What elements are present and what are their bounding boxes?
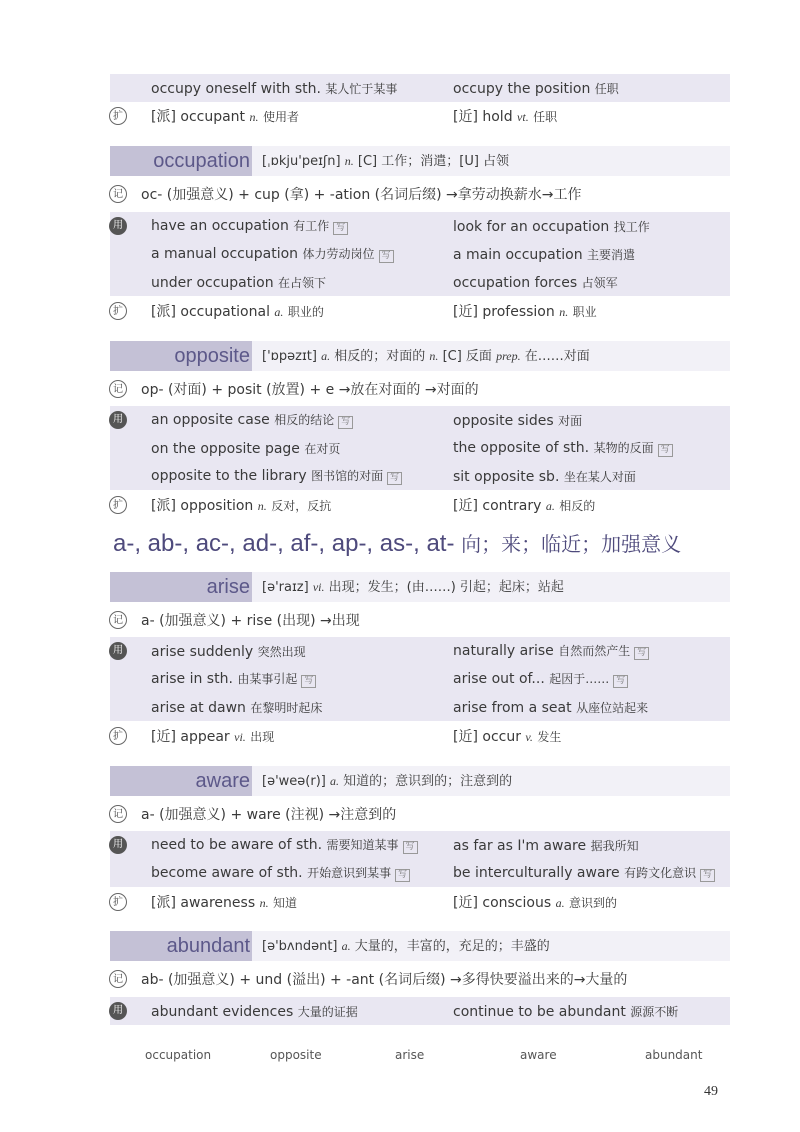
text-segment bbox=[453, 670, 628, 688]
definition bbox=[262, 146, 509, 177]
usage-row bbox=[110, 212, 730, 240]
text-segment: [ə'raɪz] bbox=[262, 580, 309, 595]
text-segment: [近] appear bbox=[151, 729, 230, 745]
text-segment bbox=[151, 864, 410, 882]
etymology: ab- (加强意义) + und (溢出) + -ant (名词后缀) →多得快要溢出来的→大量的 bbox=[141, 972, 628, 988]
extension-row bbox=[110, 297, 730, 325]
extend-icon: 扩 bbox=[109, 107, 127, 125]
derivative: [派] occupant bbox=[151, 109, 246, 125]
text-segment: 职业 bbox=[572, 305, 597, 319]
text-segment: a. bbox=[341, 939, 351, 953]
writing-tag: 写 bbox=[395, 869, 410, 882]
text-segment: 某物的反面 bbox=[593, 441, 654, 455]
text-segment: [派] opposition bbox=[151, 498, 254, 514]
text-segment bbox=[453, 274, 618, 291]
etymology: op- (对面) + posit (放置) + e →放在对面的 →对面的 bbox=[141, 382, 479, 398]
text-segment: 大量的，丰富的，充足的；丰盛的 bbox=[354, 939, 550, 954]
text-segment: look for an occupation bbox=[453, 218, 610, 235]
usage-row bbox=[110, 74, 730, 102]
text-segment: 知道的；意识到的；注意到的 bbox=[343, 774, 513, 789]
text-segment bbox=[151, 699, 322, 716]
extend-icon: 扩 bbox=[109, 496, 127, 514]
text-segment: [ˌɒkju'peɪʃn] bbox=[262, 154, 341, 169]
definition bbox=[262, 572, 564, 603]
text-segment: a-, ab-, ac-, ad-, af-, ap-, as-, at- bbox=[113, 530, 455, 557]
text-segment: 坐在某人对面 bbox=[563, 469, 636, 484]
footer-word: arise bbox=[395, 1048, 425, 1062]
extend-icon: 扩 bbox=[109, 302, 127, 320]
text-segment bbox=[151, 643, 306, 660]
text-segment bbox=[453, 246, 635, 263]
entry-header-arise bbox=[110, 572, 730, 602]
writing-tag: 写 bbox=[379, 250, 394, 263]
text-segment: a. bbox=[321, 349, 331, 363]
text-segment bbox=[151, 836, 418, 854]
text-segment: 主要消遣 bbox=[587, 247, 636, 262]
text-segment bbox=[453, 106, 557, 126]
text-segment: 有跨文化意识 bbox=[624, 866, 697, 880]
text-segment: vi. bbox=[312, 580, 325, 594]
text-segment: continue to be abundant bbox=[453, 1003, 626, 1020]
extension-row bbox=[110, 102, 730, 130]
headword: arise bbox=[206, 576, 250, 598]
text-segment bbox=[151, 440, 340, 457]
text-segment: 体力劳动岗位 bbox=[302, 247, 375, 261]
writing-tag: 写 bbox=[634, 647, 649, 660]
footer-word: aware bbox=[520, 1048, 557, 1062]
text-segment bbox=[151, 274, 326, 291]
text-segment: 相反的 bbox=[559, 499, 596, 513]
text-segment: 源源不断 bbox=[630, 1004, 679, 1019]
text-segment: ['ɒpəzɪt] bbox=[262, 349, 317, 364]
text-segment: an opposite case bbox=[151, 412, 270, 428]
text-segment: need to be aware of sth. bbox=[151, 837, 323, 853]
text-segment: under occupation bbox=[151, 274, 274, 291]
text-segment: 相反的；对面的 bbox=[334, 349, 426, 364]
text-segment bbox=[151, 1003, 358, 1020]
usage-row bbox=[110, 997, 730, 1025]
text-segment: a main occupation bbox=[453, 246, 583, 263]
text-segment: arise from a seat bbox=[453, 699, 572, 716]
definition bbox=[262, 341, 590, 372]
memo-icon: 记 bbox=[109, 611, 127, 629]
usage-row bbox=[110, 240, 730, 268]
text-segment: abundant evidences bbox=[151, 1003, 294, 1020]
text-segment: 在对页 bbox=[304, 441, 341, 456]
text-segment bbox=[151, 80, 397, 97]
text-segment: [近] contrary bbox=[453, 498, 542, 514]
headword: aware bbox=[195, 770, 250, 792]
writing-tag: 写 bbox=[700, 869, 715, 882]
text-segment: opposite sides bbox=[453, 412, 554, 429]
entry-header-occupation bbox=[110, 146, 730, 176]
text-segment: become aware of sth. bbox=[151, 865, 303, 881]
text-segment: [派] occupational bbox=[151, 304, 270, 320]
text-segment bbox=[453, 1003, 678, 1020]
text-segment bbox=[151, 495, 331, 515]
text-segment: 意识到的 bbox=[569, 896, 618, 910]
text-segment: vi. bbox=[234, 730, 246, 744]
text-segment bbox=[453, 726, 561, 746]
usage-row bbox=[110, 693, 730, 721]
usage-row bbox=[110, 406, 730, 434]
text-segment: have an occupation bbox=[151, 218, 289, 234]
memo-row bbox=[110, 375, 730, 403]
entry-header-opposite bbox=[110, 341, 730, 371]
memo-icon: 记 bbox=[109, 970, 127, 988]
text-segment: a. bbox=[274, 305, 284, 319]
headword: opposite bbox=[174, 345, 250, 367]
text-segment: 在……对面 bbox=[524, 349, 590, 364]
text-segment bbox=[453, 864, 715, 882]
usage-row bbox=[110, 268, 730, 296]
text-segment: 找工作 bbox=[613, 219, 650, 234]
text-segment bbox=[453, 699, 648, 716]
text-segment: n. bbox=[429, 349, 439, 363]
text-segment: 有工作 bbox=[293, 219, 330, 233]
text-segment: arise in sth. bbox=[151, 671, 233, 687]
usage-row bbox=[110, 665, 730, 693]
text-segment: arise suddenly bbox=[151, 643, 254, 660]
text-segment bbox=[453, 468, 636, 485]
text-segment: 出现 bbox=[250, 730, 275, 744]
writing-tag: 写 bbox=[333, 222, 348, 235]
text-segment: 反对，反抗 bbox=[271, 499, 332, 513]
text-segment: [近] profession bbox=[453, 304, 555, 320]
prefix-heading bbox=[113, 528, 681, 558]
text-segment: 图书馆的对面 bbox=[311, 469, 384, 483]
text-segment bbox=[453, 837, 639, 854]
usage-row bbox=[110, 859, 730, 887]
text-segment: prep. bbox=[496, 349, 521, 363]
definition bbox=[262, 766, 512, 797]
footer-word-index bbox=[110, 1046, 730, 1068]
headword: abundant bbox=[166, 935, 250, 957]
usage-row bbox=[110, 434, 730, 462]
text-segment: [ə'bʌndənt] bbox=[262, 939, 338, 954]
text-segment: 起因于…… bbox=[549, 672, 610, 686]
text-segment bbox=[151, 467, 402, 485]
footer-word: opposite bbox=[270, 1048, 322, 1062]
text-segment: 职业的 bbox=[287, 305, 324, 319]
text-segment: 大量的证据 bbox=[297, 1004, 358, 1019]
usage-icon: 用 bbox=[109, 411, 127, 429]
text-segment: naturally arise bbox=[453, 643, 554, 659]
text-segment: a. bbox=[555, 896, 565, 910]
text-segment: [C] 反面 bbox=[442, 349, 492, 364]
text-segment: 据我所知 bbox=[590, 838, 639, 853]
usage-row bbox=[110, 831, 730, 859]
writing-tag: 写 bbox=[301, 675, 316, 688]
memo-icon: 记 bbox=[109, 185, 127, 203]
memo-row bbox=[110, 800, 730, 828]
extension-row bbox=[110, 491, 730, 519]
text-segment: 向；来；临近；加强意义 bbox=[461, 532, 682, 556]
usage-icon: 用 bbox=[109, 642, 127, 660]
etymology: a- (加强意义) + rise (出现) →出现 bbox=[141, 613, 360, 629]
memo-icon: 记 bbox=[109, 805, 127, 823]
text-segment: [C] 工作；消遣；[U] 占领 bbox=[357, 154, 510, 169]
writing-tag: 写 bbox=[338, 416, 353, 429]
phrase: occupy the position bbox=[453, 80, 591, 97]
definition bbox=[262, 931, 550, 962]
text-segment: 开始意识到某事 bbox=[307, 866, 392, 880]
text-segment bbox=[151, 411, 353, 429]
writing-tag: 写 bbox=[387, 472, 402, 485]
footer-word: occupation bbox=[145, 1048, 212, 1062]
phrase: occupy oneself with sth. bbox=[151, 80, 321, 97]
text-segment: 从座位站起来 bbox=[576, 700, 649, 715]
text-segment bbox=[453, 412, 582, 429]
text-segment: n. bbox=[344, 154, 354, 168]
text-segment: 出现；发生；(由……) 引起；起床；站起 bbox=[328, 580, 564, 595]
text-segment bbox=[453, 301, 597, 321]
text-segment bbox=[151, 217, 348, 235]
text-segment: 使用者 bbox=[262, 110, 299, 124]
text-segment: sit opposite sb. bbox=[453, 468, 560, 485]
memo-row bbox=[110, 606, 730, 634]
text-segment: n. bbox=[259, 896, 269, 910]
text-segment: as far as I'm aware bbox=[453, 837, 587, 854]
writing-tag: 写 bbox=[403, 841, 418, 854]
text-segment bbox=[151, 301, 324, 321]
memo-row bbox=[110, 180, 730, 208]
text-segment: arise at dawn bbox=[151, 699, 246, 716]
text-segment bbox=[453, 495, 595, 515]
memo-icon: 记 bbox=[109, 380, 127, 398]
usage-row bbox=[110, 637, 730, 665]
text-segment: [近] occur bbox=[453, 729, 521, 745]
text-segment: 任职 bbox=[533, 110, 558, 124]
memo-row bbox=[110, 965, 730, 993]
text-segment: 相反的结论 bbox=[274, 413, 335, 427]
extend-icon: 扩 bbox=[109, 893, 127, 911]
text-segment: 在占领下 bbox=[278, 275, 327, 290]
entry-header-aware bbox=[110, 766, 730, 796]
text-segment: n. bbox=[559, 305, 569, 319]
extend-icon: 扩 bbox=[109, 727, 127, 745]
text-segment bbox=[453, 439, 673, 457]
phrase-translation: 任职 bbox=[594, 81, 619, 96]
text-segment: opposite to the library bbox=[151, 468, 307, 484]
etymology: a- (加强意义) + ware (注视) →注意到的 bbox=[141, 807, 397, 823]
text-segment: 自然而然产生 bbox=[558, 644, 631, 658]
extension-row bbox=[110, 888, 730, 916]
writing-tag: 写 bbox=[658, 444, 673, 457]
text-segment: a. bbox=[329, 774, 339, 788]
page-number: 49 bbox=[704, 1084, 718, 1099]
text-segment: v. bbox=[525, 730, 533, 744]
text-segment: 突然出现 bbox=[257, 644, 306, 659]
synonym: [近] hold bbox=[453, 109, 513, 125]
text-segment: n. bbox=[257, 499, 267, 513]
text-segment bbox=[453, 80, 619, 97]
usage-icon: 用 bbox=[109, 836, 127, 854]
text-segment: vt. bbox=[517, 110, 529, 124]
extension-row bbox=[110, 722, 730, 750]
text-segment: n. bbox=[249, 110, 259, 124]
usage-icon: 用 bbox=[109, 217, 127, 235]
text-segment bbox=[151, 892, 297, 912]
text-segment: [近] conscious bbox=[453, 895, 552, 911]
etymology: oc- (加强意义) + cup (拿) + -ation (名词后缀) →拿劳动换薪水→工作 bbox=[141, 187, 582, 203]
usage-icon: 用 bbox=[109, 1002, 127, 1020]
text-segment: [ə'weə(r)] bbox=[262, 774, 326, 789]
writing-tag: 写 bbox=[613, 675, 628, 688]
text-segment bbox=[151, 106, 299, 126]
text-segment bbox=[453, 218, 650, 235]
headword: occupation bbox=[153, 150, 250, 172]
text-segment: be interculturally aware bbox=[453, 865, 620, 881]
text-segment: 在黎明时起床 bbox=[250, 700, 323, 715]
text-segment: 由某事引起 bbox=[237, 672, 298, 686]
text-segment bbox=[453, 892, 617, 912]
text-segment: the opposite of sth. bbox=[453, 440, 590, 456]
text-segment bbox=[151, 245, 394, 263]
text-segment: 占领军 bbox=[581, 275, 618, 290]
text-segment: 知道 bbox=[273, 896, 298, 910]
entry-header-abundant bbox=[110, 931, 730, 961]
text-segment bbox=[151, 670, 316, 688]
phrase-translation: 某人忙于某事 bbox=[325, 81, 398, 96]
text-segment: occupation forces bbox=[453, 274, 578, 291]
usage-row bbox=[110, 462, 730, 490]
text-segment bbox=[151, 726, 274, 746]
footer-word: abundant bbox=[645, 1048, 703, 1062]
text-segment bbox=[453, 642, 649, 660]
text-segment: on the opposite page bbox=[151, 440, 300, 457]
text-segment: a manual occupation bbox=[151, 246, 299, 262]
text-segment: [派] awareness bbox=[151, 895, 256, 911]
text-segment: a. bbox=[545, 499, 555, 513]
text-segment: 需要知道某事 bbox=[326, 838, 399, 852]
text-segment: arise out of... bbox=[453, 671, 545, 687]
text-segment: 发生 bbox=[537, 730, 562, 744]
text-segment: 对面 bbox=[558, 413, 583, 428]
